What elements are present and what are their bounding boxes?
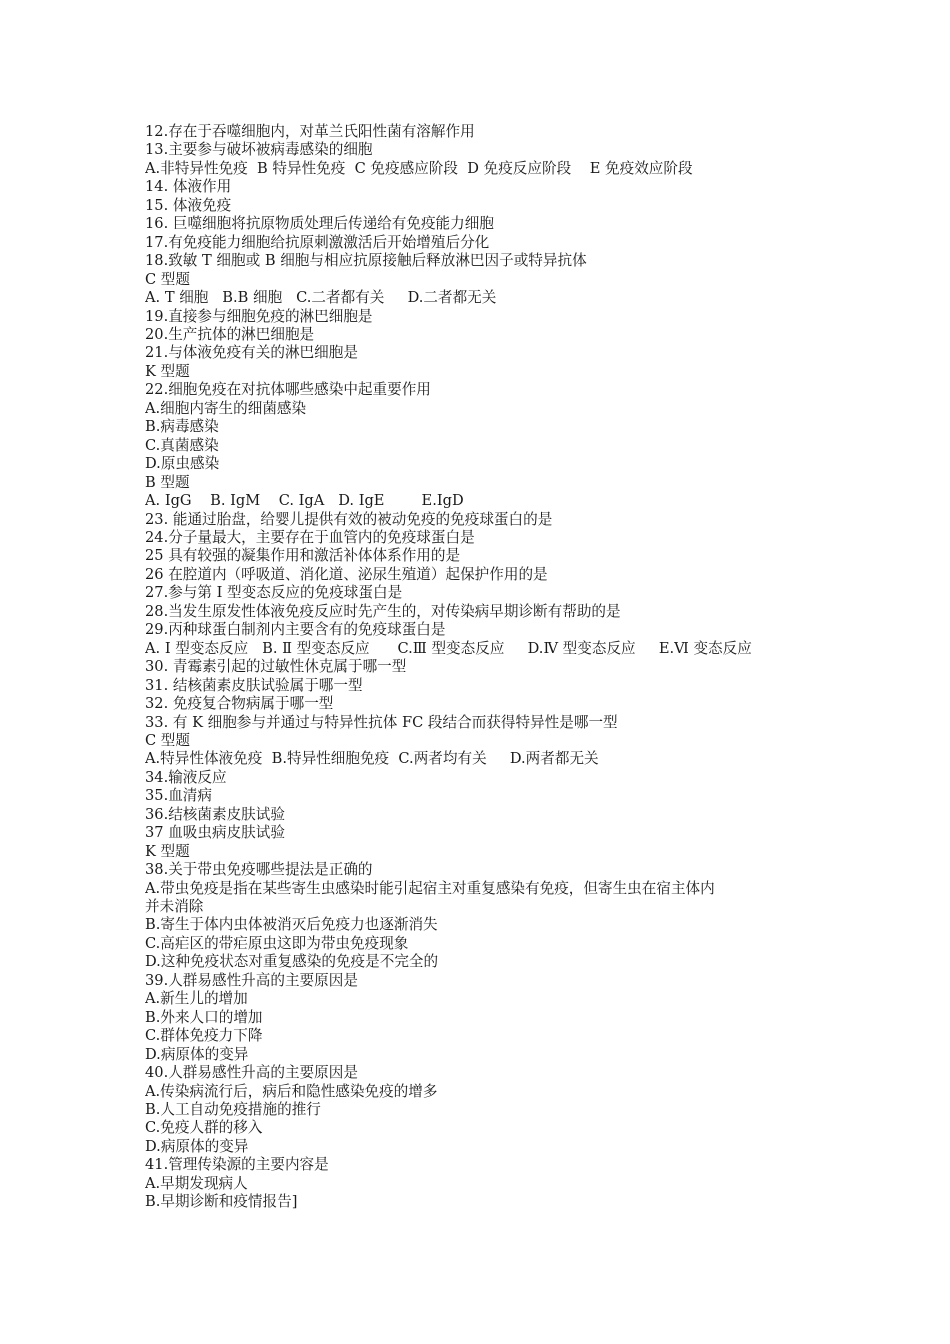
- text-line: 33. 有 K 细胞参与并通过与特异性抗体 FC 段结合而获得特异性是哪一型: [145, 713, 618, 731]
- text-line: 并未消除: [145, 898, 204, 916]
- text-line: 24.分子量最大，主要存在于血管内的免疫球蛋白是: [145, 528, 475, 546]
- section-heading: C 型题: [145, 270, 190, 288]
- text-line: 34.输液反应: [145, 768, 227, 786]
- section-heading: B 型题: [145, 473, 190, 491]
- text-line: 38.关于带虫免疫哪些提法是正确的: [145, 861, 373, 879]
- text-line: D.原虫感染: [145, 455, 220, 473]
- text-line: 37 血吸虫病皮肤试验: [145, 824, 285, 842]
- text-line: 32. 免疫复合物病属于哪一型: [145, 695, 334, 713]
- text-line: 27.参与第 I 型变态反应的免疫球蛋白是: [145, 584, 403, 602]
- text-line: 40.人群易感性升高的主要原因是: [145, 1064, 358, 1082]
- text-line: B.寄生于体内虫体被消灭后免疫力也逐渐消失: [145, 916, 438, 934]
- text-line: 25 具有较强的凝集作用和激活补体体系作用的是: [145, 547, 461, 565]
- text-line: 26 在腔道内（呼吸道、消化道、泌尿生殖道）起保护作用的是: [145, 565, 548, 583]
- text-line: 17.有免疫能力细胞给抗原刺激激活后开始增殖后分化: [145, 233, 490, 251]
- text-line: 39.人群易感性升高的主要原因是: [145, 971, 358, 989]
- text-line: B.早期诊断和疫情报告]: [145, 1193, 298, 1211]
- text-line: A. I 型变态反应 B. Ⅱ 型变态反应 C.Ⅲ 型变态反应 D.Ⅳ 型变态反应 E.Ⅵ 变态反应: [145, 639, 752, 657]
- text-line: 36.结核菌素皮肤试验: [145, 805, 285, 823]
- text-line: D.病原体的变异: [145, 1137, 249, 1155]
- text-line: A.非特异性免疫 B 特异性免疫 C 免疫感应阶段 D 免疫反应阶段 E 免疫效应阶段: [145, 159, 693, 177]
- text-line: 30. 青霉素引起的过敏性休克属于哪一型: [145, 658, 407, 676]
- text-line: 20.生产抗体的淋巴细胞是: [145, 325, 315, 343]
- text-line: A. T 细胞 B.B 细胞 C.二者都有关 D.二者都无关: [145, 289, 497, 307]
- text-line: 41.管理传染源的主要内容是: [145, 1156, 329, 1174]
- text-line: 15. 体液免疫: [145, 196, 232, 214]
- text-line: C.真菌感染: [145, 436, 219, 454]
- section-heading: C 型题: [145, 731, 190, 749]
- text-line: A.早期发现病人: [145, 1174, 248, 1192]
- text-line: 28.当发生原发性体液免疫反应时先产生的，对传染病早期诊断有帮助的是: [145, 602, 621, 620]
- text-line: 19.直接参与细胞免疫的淋巴细胞是: [145, 307, 373, 325]
- text-line: 18.致敏 T 细胞或 B 细胞与相应抗原接触后释放淋巴因子或特异抗体: [145, 252, 587, 270]
- text-line: A.传染病流行后，病后和隐性感染免疫的增多: [145, 1082, 438, 1100]
- text-line: C.群体免疫力下降: [145, 1027, 263, 1045]
- text-line: D.这种免疫状态对重复感染的免疫是不完全的: [145, 953, 439, 971]
- document-body: [145, 123, 825, 1212]
- section-heading: K 型题: [145, 842, 190, 860]
- text-line: B.病毒感染: [145, 418, 219, 436]
- text-line: A. IgG B. IgM C. IgA D. IgE E.IgD: [145, 492, 464, 510]
- text-line: A.细胞内寄生的细菌感染: [145, 399, 307, 417]
- text-line: C.免疫人群的移入: [145, 1119, 263, 1137]
- text-line: A.新生儿的增加: [145, 990, 248, 1008]
- text-line: 14. 体液作用: [145, 178, 232, 196]
- text-line: B.外来人口的增加: [145, 1008, 263, 1026]
- text-line: B.人工自动免疫措施的推行: [145, 1101, 321, 1119]
- text-line: 22.细胞免疫在对抗体哪些感染中起重要作用: [145, 381, 431, 399]
- text-line: A.带虫免疫是指在某些寄生虫感染时能引起宿主对重复感染有免疫，但寄生虫在宿主体内: [145, 879, 715, 897]
- text-line: 35.血清病: [145, 787, 212, 805]
- text-line: 23. 能通过胎盘，给婴儿提供有效的被动免疫的免疫球蛋白的是: [145, 510, 553, 528]
- text-line: A.特异性体液免疫 B.特异性细胞免疫 C.两者均有关 D.两者都无关: [145, 750, 599, 768]
- text-line: 16. 巨噬细胞将抗原物质处理后传递给有免疫能力细胞: [145, 215, 494, 233]
- section-heading: K 型题: [145, 362, 190, 380]
- text-line: 12.存在于吞噬细胞内，对革兰氏阳性菌有溶解作用: [145, 123, 475, 140]
- text-line: 21.与体液免疫有关的淋巴细胞是: [145, 344, 358, 362]
- text-line: 31. 结核菌素皮肤试验属于哪一型: [145, 676, 363, 694]
- text-line: D.病原体的变异: [145, 1045, 249, 1063]
- text-line: 29.丙种球蛋白制剂内主要含有的免疫球蛋白是: [145, 621, 446, 639]
- text-line: 13.主要参与破坏被病毒感染的细胞: [145, 141, 373, 159]
- text-line: C.高疟区的带疟原虫这即为带虫免疫现象: [145, 934, 409, 952]
